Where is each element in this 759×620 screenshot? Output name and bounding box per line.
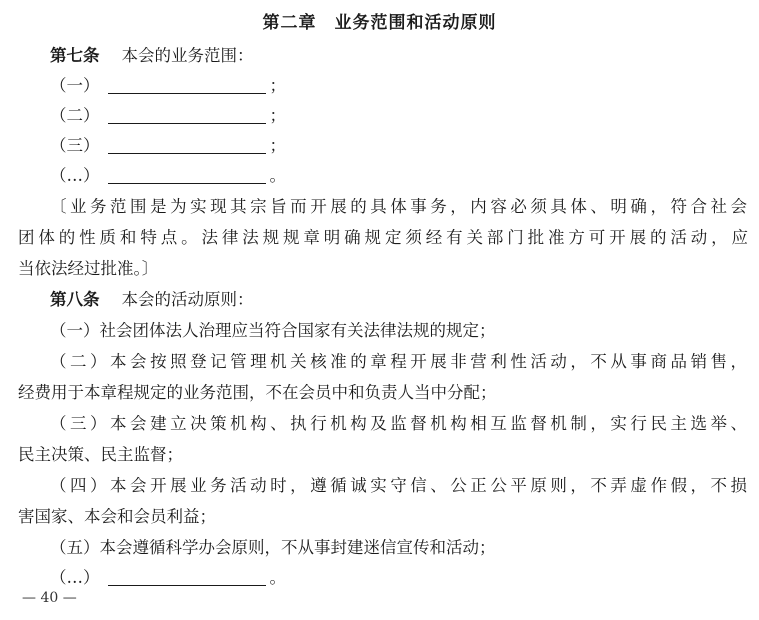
article-8-line-4: （三）本会建立决策机构、执行机构及监督机构相互监督机制，实行民主选举、 — [50, 414, 747, 433]
item-number: （三） — [50, 136, 100, 155]
article-8-line-1: （一）社会团体法人治理应当符合国家有关法律法规的规定； — [50, 321, 496, 340]
article-7-note-line-2: 团体的性质和特点。法律法规规章明确规定须经有关部门批准方可开展的活动，应 — [18, 228, 748, 247]
article-8-line-8: （五）本会遵循科学办会原则，不从事封建迷信宣传和活动； — [50, 538, 496, 557]
item-end: ； — [269, 76, 286, 95]
article-7-note-line-3: 当依法经过批准。〕 — [18, 259, 159, 278]
article-7-item-4 — [50, 162, 759, 190]
item-end: ； — [269, 136, 286, 155]
item-end: 。 — [269, 166, 286, 185]
fill-in-blank — [108, 105, 266, 124]
article-7-heading — [50, 42, 759, 70]
item-end: ； — [269, 106, 286, 125]
item-end: 。 — [269, 568, 286, 587]
fill-in-blank — [108, 165, 266, 184]
article-8-heading — [50, 286, 759, 314]
article-7-item-2 — [50, 102, 759, 130]
article-8-label: 第八条 — [50, 290, 100, 309]
chapter-title: 第二章 业务范围和活动原则 — [262, 13, 497, 33]
article-7-note-line-1: 〔业务范围是为实现其宗旨而开展的具体事务，内容必须具体、明确，符合社会 — [50, 197, 747, 216]
article-8-line-7: 害国家、本会和会员利益； — [18, 507, 216, 526]
article-7-item-3 — [50, 132, 759, 160]
page-number: — 40 — — [22, 590, 77, 606]
article-7-label: 第七条 — [50, 46, 100, 65]
fill-in-blank — [108, 75, 266, 94]
article-7-text: 本会的业务范围： — [121, 46, 254, 65]
article-8-line-3: 经费用于本章程规定的业务范围，不在会员中和负责人当中分配； — [18, 383, 497, 402]
article-8-line-6: （四）本会开展业务活动时，遵循诚实守信、公正公平原则，不弄虚作假，不损 — [50, 476, 747, 495]
fill-in-blank — [108, 567, 266, 586]
item-number: （…） — [50, 568, 100, 587]
article-8-last-item — [50, 564, 759, 592]
item-number: （二） — [50, 106, 100, 125]
article-8-line-5: 民主决策、民主监督； — [18, 445, 183, 464]
item-number: （…） — [50, 166, 100, 185]
article-7-item-1 — [50, 72, 759, 100]
article-8-line-2: （二）本会按照登记管理机关核准的章程开展非营利性活动，不从事商品销售， — [50, 352, 747, 371]
item-number: （一） — [50, 76, 100, 95]
article-8-text: 本会的活动原则： — [121, 290, 254, 309]
fill-in-blank — [108, 135, 266, 154]
